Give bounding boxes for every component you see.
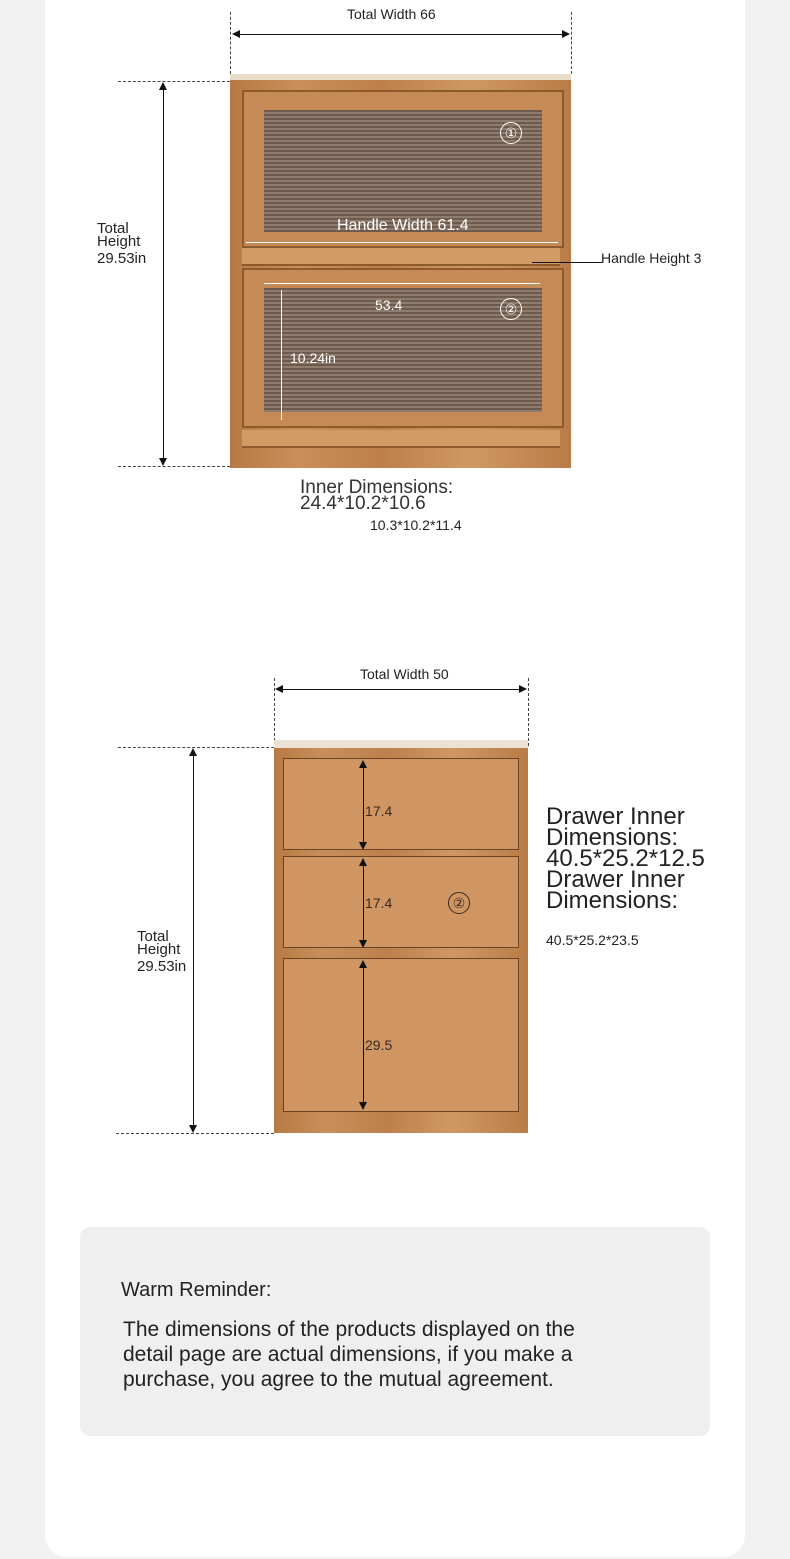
handle-width-label: Handle Width 61.4: [337, 217, 469, 234]
drawer-2: [283, 856, 519, 948]
cabinet-height-line: [163, 84, 164, 464]
inner-height-label: 10.24in: [290, 350, 336, 366]
drawer-1-height-label: 17.4: [365, 803, 393, 819]
drawer-3: [283, 958, 519, 1112]
marker-1: ①: [500, 122, 522, 144]
inner-dimensions-2: 10.3*10.2*11.4: [370, 517, 462, 533]
reminder-title: Warm Reminder:: [121, 1279, 272, 1301]
inner-width-line: [264, 283, 540, 284]
handle-bar-bottom: [242, 430, 560, 448]
drawer-3-height-label: 29.5: [365, 1037, 393, 1053]
drawer-total-width-label: Total Width 50: [360, 666, 449, 682]
handle-width-line: [246, 242, 558, 243]
inner-height-line: [281, 290, 282, 420]
inner-dimensions-block: Inner Dimensions: 24.4*10.2*10.6: [300, 477, 454, 514]
cabinet-total-height-label: Total Height 29.53in: [97, 220, 147, 267]
drawer-inner-dimensions-2: 40.5*25.2*23.5: [546, 932, 639, 948]
drawer-inner-dimensions-block: Drawer Inner Dimensions: 40.5*25.2*12.5 Drawer Inner Dimensions:: [546, 803, 705, 914]
inner-width-label: 53.4: [375, 297, 403, 313]
drawer-2-height-label: 17.4: [365, 895, 393, 911]
cabinet-total-width-label: Total Width 66: [347, 6, 436, 22]
drawer-width-line: [277, 689, 525, 690]
warm-reminder-box: [80, 1227, 710, 1436]
drawer-marker-2: ②: [448, 892, 470, 914]
marker-2: ②: [500, 298, 522, 320]
drawer-height-line: [193, 750, 194, 1131]
drawer-total-height-label: Total Height 29.53in: [137, 928, 187, 975]
bottom-flap-door: [242, 268, 564, 428]
cabinet-width-line: [234, 34, 568, 35]
handle-bar-top: [242, 248, 560, 266]
drawer-unit-body: [274, 740, 528, 1133]
reminder-text: The dimensions of the products displayed on the detail page are actual dimensions, if you make a purchase, you agree to the mutual agreement.: [123, 1318, 575, 1391]
drawer-1: [283, 758, 519, 850]
handle-height-label: Handle Height 3: [601, 250, 702, 266]
